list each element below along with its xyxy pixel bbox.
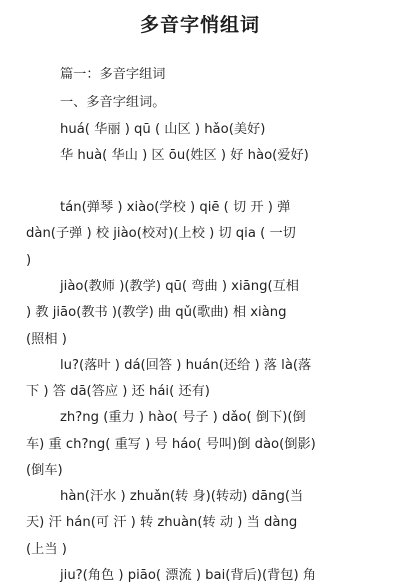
page-title: 多音字悄组词	[139, 14, 260, 36]
text-line: (上当 )	[26, 542, 67, 557]
text-line: lu?(落叶 ) dá(回答 ) huán(还给 ) 落 là(落	[60, 358, 312, 373]
sub-heading: 一、多音字组词。	[60, 95, 166, 110]
text-line: tán(弹琴 ) xiào(学校 ) qiē ( 切 开 ) 弹	[60, 200, 291, 215]
text-line: dàn(子弹 ) 校 jiào(校对)(上校 ) 切 qia ( 一切	[26, 226, 296, 241]
section-heading: 篇一：多音字组词	[60, 67, 166, 82]
text-line: 天) 汗 hán(可 汗 ) 转 zhuàn(转 动 ) 当 dàng	[26, 515, 298, 530]
text-line: ) 教 jiāo(教书 )(教学) 曲 qǔ(歌曲) 相 xiàng	[26, 305, 287, 320]
text-line: (照相 )	[26, 332, 67, 347]
text-line: 下 ) 答 dā(答应 ) 还 hái( 还有)	[26, 384, 210, 399]
text-line: (倒车)	[26, 463, 63, 478]
text-line: )	[26, 253, 32, 268]
text-line: hàn(汗水 ) zhuǎn(转 身)(转动) dāng(当	[60, 489, 304, 504]
text-line: 车) 重 ch?ng( 重写 ) 号 háo( 号叫)倒 dào(倒影)	[26, 437, 316, 452]
text-line: jiào(教师 )(教学) qū( 弯曲 ) xiāng(互相	[60, 279, 299, 294]
text-line: zh?ng (重力 ) hào( 号子 ) dǎo( 倒下)(倒	[60, 410, 306, 425]
text-line: 华 huà( 华山 ) 区 ōu(姓区 ) 好 hào(爱好)	[60, 148, 309, 163]
text-line: jiu?(角色 ) piāo( 漂流 ) bai(背后)(背包) 角	[60, 568, 316, 583]
text-line: huá( 华丽 ) qū ( 山区 ) hǎo(美好)	[60, 122, 266, 137]
